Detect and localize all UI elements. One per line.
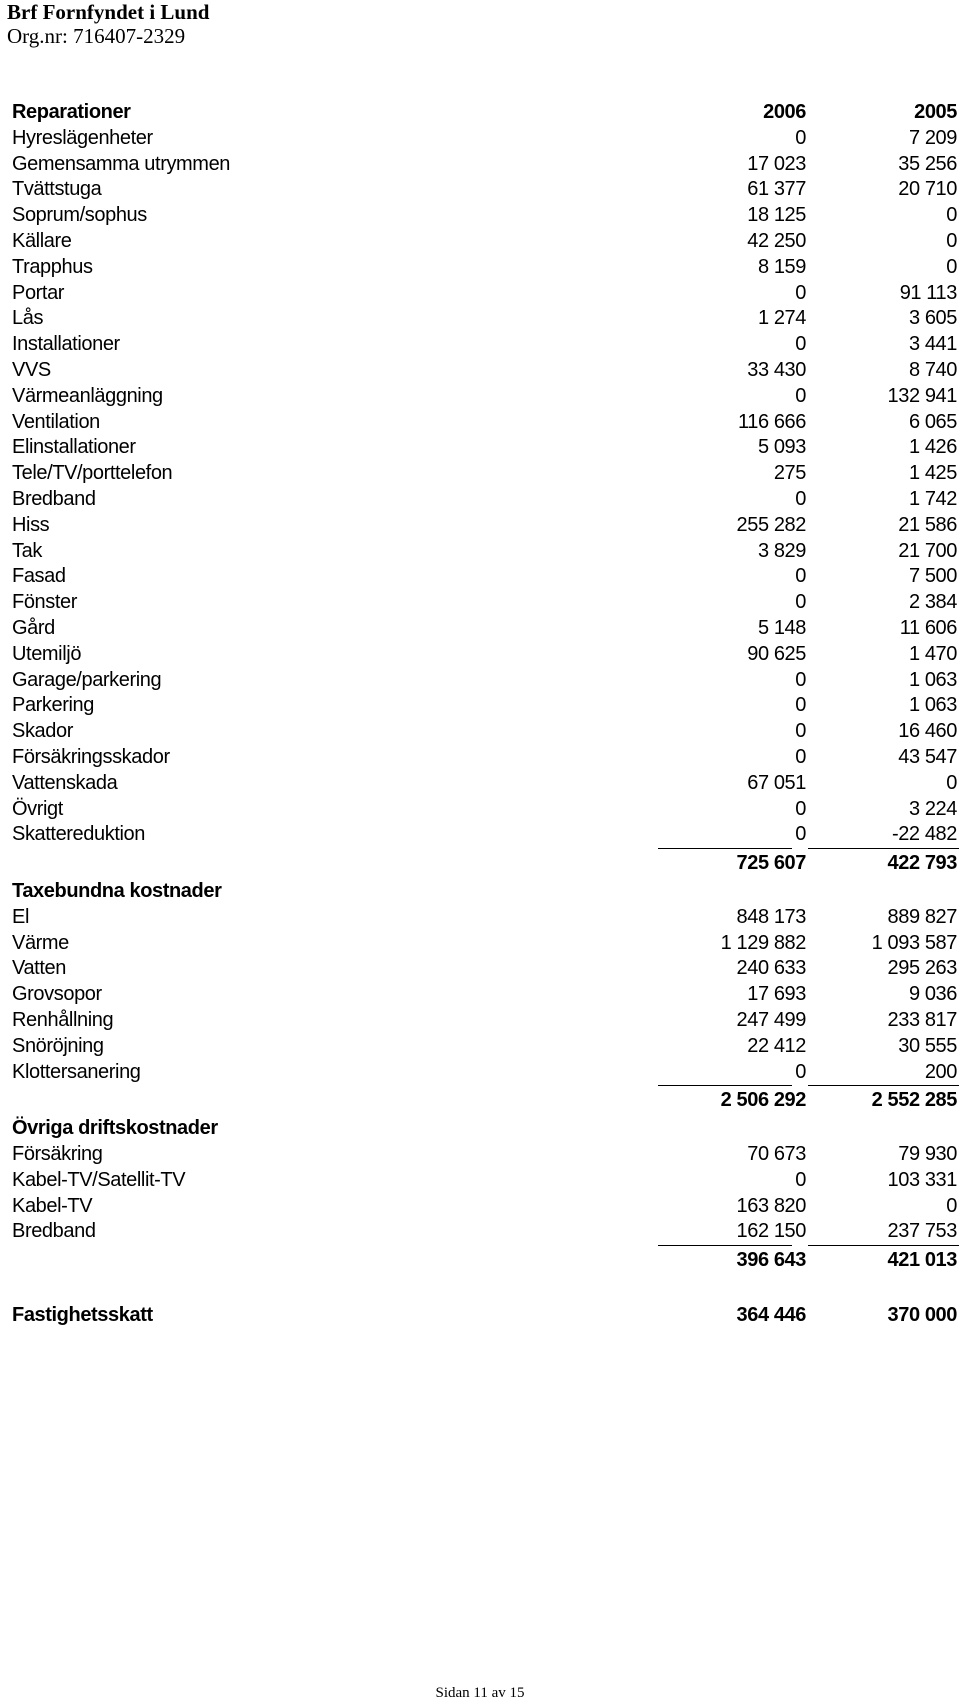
table-row (12, 383, 956, 409)
table-row (12, 641, 956, 667)
row-label: Lås (12, 307, 44, 330)
value-2006: 33 430 (747, 359, 806, 381)
table-row (12, 305, 956, 331)
value-2005: -22 482 (891, 823, 957, 846)
row-label: Gemensamma utrymmen (12, 152, 231, 175)
row-label: VVS (12, 359, 51, 381)
value-2006: 61 377 (747, 178, 806, 201)
value-2006: 17 693 (747, 983, 806, 1006)
section-header-row (12, 1302, 956, 1328)
sum-rule (808, 1245, 959, 1246)
value-2005: 421 013 (887, 1248, 957, 1271)
document-title: Brf Fornfyndet i Lund (7, 0, 210, 24)
value-2006: 0 (795, 720, 806, 743)
value-2005: 1 470 (908, 642, 957, 665)
row-label: Snöröjning (12, 1034, 104, 1057)
table-row (12, 1218, 956, 1244)
row-label: Klottersanering (12, 1060, 141, 1083)
value-2006: 0 (795, 591, 806, 614)
value-2005: 103 331 (887, 1168, 957, 1191)
sum-rule (808, 848, 959, 849)
table-row (12, 151, 956, 177)
value-2005: 295 263 (887, 957, 957, 980)
table-row (12, 744, 956, 770)
value-2006: 0 (795, 565, 806, 588)
table-row (12, 331, 956, 357)
row-label: Vattenskada (12, 771, 118, 794)
table-row (12, 357, 956, 383)
value-2005: 422 793 (887, 851, 957, 874)
subtotal-row (12, 850, 956, 876)
value-2005: 200 (924, 1060, 957, 1083)
row-label: Kabel-TV/Satellit-TV (12, 1168, 186, 1191)
row-label: Skattereduktion (12, 823, 145, 846)
value-2005: 2 552 285 (871, 1088, 957, 1111)
value-2006: 0 (795, 668, 806, 691)
row-label: Taxebundna kostnader (12, 880, 222, 902)
value-2005: 3 441 (908, 333, 957, 356)
row-label: Installationer (12, 333, 120, 356)
value-2006: 1 274 (757, 307, 806, 330)
value-2005: 889 827 (887, 905, 957, 928)
row-label: Reparationer (12, 101, 131, 123)
table-row (12, 460, 956, 486)
table-row (12, 796, 956, 822)
value-2006: 0 (795, 384, 806, 407)
value-2006: 1 129 882 (720, 931, 806, 954)
subtotal-row (12, 1087, 956, 1113)
value-2006: 2006 (763, 101, 806, 123)
row-label: Tak (12, 539, 42, 562)
row-label: Renhållning (12, 1009, 114, 1031)
value-2005: 7 209 (908, 126, 957, 149)
value-2006: 90 625 (747, 642, 806, 665)
value-2006: 67 051 (747, 771, 806, 794)
row-label: Ventilation (12, 410, 100, 433)
sum-rule (658, 848, 792, 849)
value-2005: 2005 (914, 101, 957, 123)
row-label: Hiss (12, 513, 50, 536)
row-label: Källare (12, 230, 72, 252)
value-2005: 370 000 (887, 1304, 957, 1326)
value-2005: 1 742 (908, 488, 957, 510)
row-label: Bredband (12, 488, 96, 510)
value-2006: 70 673 (747, 1143, 806, 1165)
section-header-row (12, 878, 956, 904)
value-2006: 22 412 (747, 1034, 806, 1057)
value-2006: 163 820 (736, 1194, 806, 1217)
value-2005: 0 (946, 230, 957, 252)
value-2005: 11 606 (899, 617, 957, 639)
row-label: Fastighetsskatt (12, 1304, 153, 1326)
table-row (12, 486, 956, 512)
value-2005: 1 425 (908, 462, 957, 485)
value-2005: 0 (946, 771, 957, 794)
row-label: Fasad (12, 565, 66, 588)
value-2005: 43 547 (898, 746, 957, 768)
value-2005: 2 384 (908, 591, 957, 614)
table-row (12, 589, 956, 615)
row-label: Hyreslägenheter (12, 126, 153, 149)
value-2006: 240 633 (736, 957, 806, 980)
row-label: Försäkring (12, 1143, 103, 1165)
value-2006: 116 666 (737, 410, 806, 433)
value-2006: 0 (795, 281, 806, 304)
row-label: Fönster (12, 591, 78, 614)
row-label: Garage/parkering (12, 668, 162, 691)
value-2005: 20 710 (898, 178, 957, 201)
row-label: Grovsopor (12, 983, 102, 1006)
table-row (12, 1033, 956, 1059)
row-label: Trapphus (12, 255, 93, 278)
value-2005: 1 093 587 (871, 931, 957, 954)
value-2005: 21 586 (898, 513, 957, 536)
table-row (12, 563, 956, 589)
row-label: Soprum/sophus (12, 204, 147, 227)
value-2006: 18 125 (747, 204, 806, 227)
value-2006: 5 148 (757, 617, 806, 639)
value-2006: 0 (795, 333, 806, 356)
value-2005: 132 941 (887, 384, 957, 407)
value-2006: 0 (795, 488, 806, 510)
value-2005: 233 817 (887, 1009, 957, 1031)
subtotal-row (12, 1247, 956, 1273)
value-2006: 8 159 (757, 255, 806, 278)
table-row (12, 904, 956, 930)
section-header-row (12, 99, 956, 125)
value-2006: 2 506 292 (720, 1088, 806, 1111)
table-row (12, 770, 956, 796)
row-label: El (12, 905, 29, 928)
table-row (12, 409, 956, 435)
value-2005: 3 605 (908, 307, 957, 330)
row-label: Övrigt (12, 797, 63, 820)
table-row (12, 667, 956, 693)
table-row (12, 512, 956, 538)
table-row (12, 1141, 956, 1167)
value-2006: 364 446 (736, 1304, 806, 1326)
row-label: Skador (12, 720, 73, 743)
value-2006: 396 643 (736, 1248, 806, 1271)
value-2005: 21 700 (898, 539, 957, 562)
table-row (12, 434, 956, 460)
table-row (12, 1193, 956, 1219)
table-row (12, 538, 956, 564)
value-2006: 247 499 (736, 1009, 806, 1031)
value-2005: 35 256 (898, 152, 957, 175)
value-2005: 237 753 (887, 1220, 957, 1243)
table-row (12, 692, 956, 718)
row-label: Värme (12, 931, 69, 954)
value-2005: 91 113 (899, 281, 957, 304)
value-2005: 6 065 (908, 410, 957, 433)
row-label: Kabel-TV (12, 1194, 93, 1217)
value-2006: 162 150 (736, 1220, 806, 1243)
value-2006: 0 (795, 1060, 806, 1083)
page-number: Sidan 11 av 15 (435, 1685, 525, 1701)
table-row (12, 955, 956, 981)
org-number: Org.nr: 716407-2329 (7, 24, 186, 48)
row-label: Försäkringsskador (12, 746, 170, 768)
value-2006: 17 023 (747, 152, 806, 175)
value-2005: 9 036 (908, 983, 957, 1006)
value-2006: 725 607 (736, 851, 806, 874)
value-2006: 0 (795, 823, 806, 846)
value-2006: 5 093 (757, 436, 806, 459)
value-2005: 16 460 (898, 720, 957, 743)
value-2006: 0 (795, 1168, 806, 1191)
table-row (12, 1059, 956, 1085)
value-2006: 42 250 (747, 230, 806, 252)
row-label: Parkering (12, 694, 94, 717)
row-label: Värmeanläggning (12, 384, 163, 407)
value-2006: 848 173 (736, 905, 806, 928)
value-2005: 0 (946, 255, 957, 278)
table-row (12, 254, 956, 280)
value-2006: 0 (795, 746, 806, 768)
sum-rule (658, 1085, 792, 1086)
value-2005: 0 (946, 1194, 957, 1217)
table-row (12, 228, 956, 254)
value-2005: 1 063 (908, 694, 957, 717)
value-2005: 3 224 (908, 797, 957, 820)
table-row (12, 930, 956, 956)
value-2005: 1 426 (908, 436, 957, 459)
row-label: Utemiljö (12, 642, 82, 665)
row-label: Elinstallationer (12, 436, 136, 459)
row-label: Gård (12, 617, 55, 639)
value-2005: 79 930 (898, 1143, 957, 1165)
value-2006: 275 (773, 462, 806, 485)
table-row (12, 1167, 956, 1193)
table-row (12, 981, 956, 1007)
sum-rule (658, 1245, 792, 1246)
sum-rule (808, 1085, 959, 1086)
value-2005: 7 500 (908, 565, 957, 588)
value-2005: 0 (946, 204, 957, 227)
row-label: Övriga driftskostnader (12, 1117, 218, 1140)
row-label: Bredband (12, 1220, 96, 1243)
value-2006: 255 282 (736, 513, 806, 536)
table-row (12, 176, 956, 202)
value-2006: 0 (795, 797, 806, 820)
table-row (12, 718, 956, 744)
value-2005: 1 063 (908, 668, 957, 691)
section-header-row (12, 1115, 956, 1141)
value-2006: 0 (795, 126, 806, 149)
value-2005: 8 740 (908, 359, 957, 381)
table-row (12, 202, 956, 228)
row-label: Tele/TV/porttelefon (12, 462, 173, 485)
value-2005: 30 555 (898, 1034, 957, 1057)
value-2006: 3 829 (757, 539, 806, 562)
table-row (12, 125, 956, 151)
table-row (12, 615, 956, 641)
row-label: Vatten (12, 957, 66, 980)
value-2006: 0 (795, 694, 806, 717)
row-label: Tvättstuga (12, 178, 102, 201)
row-label: Portar (12, 281, 65, 304)
table-row (12, 280, 956, 306)
table-row (12, 821, 956, 847)
table-row (12, 1007, 956, 1033)
